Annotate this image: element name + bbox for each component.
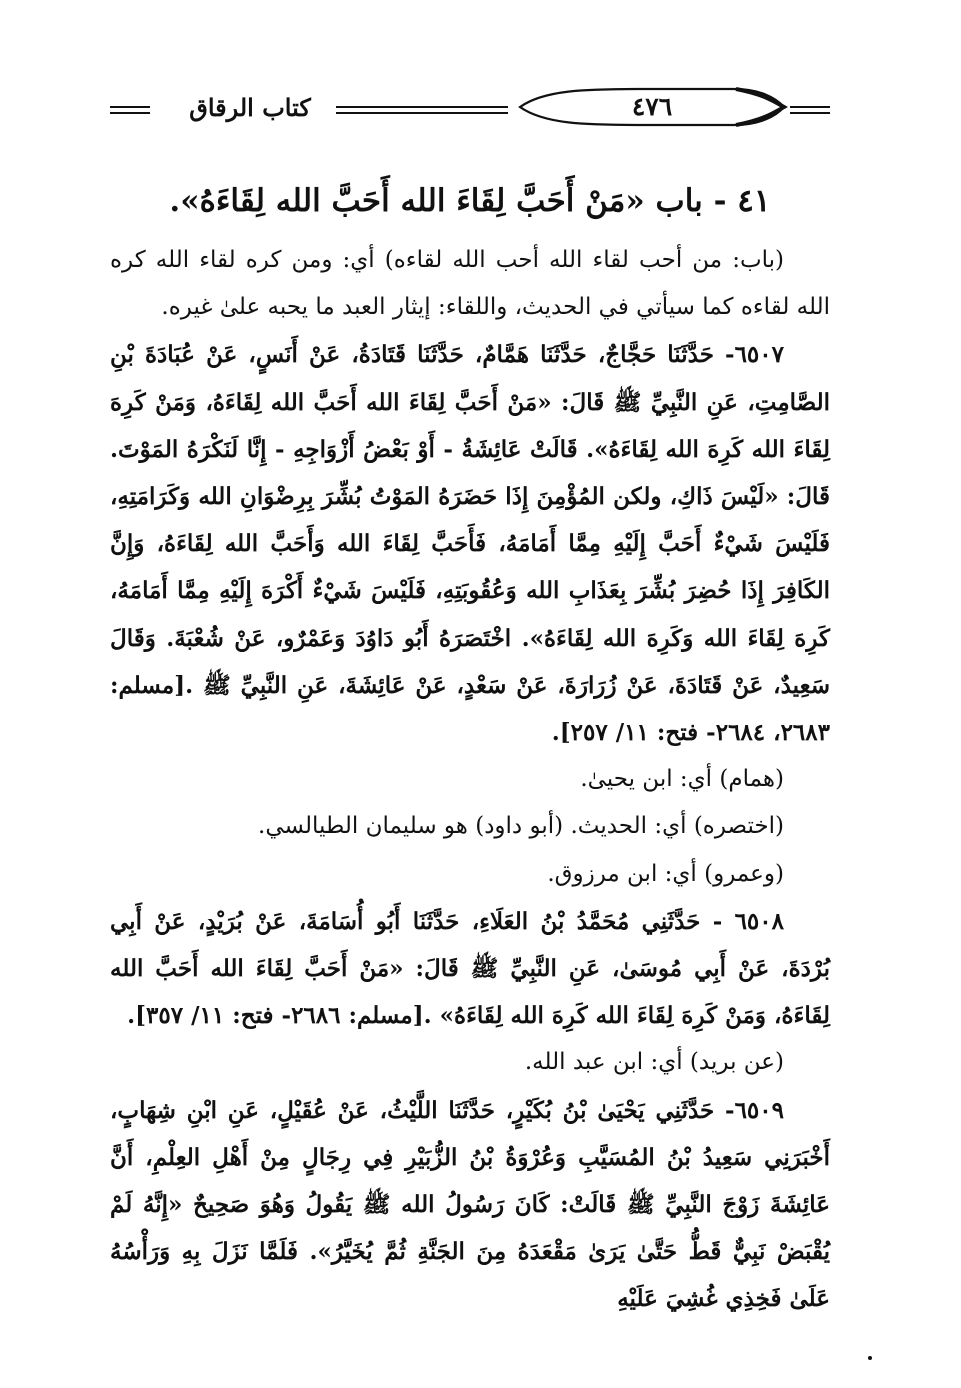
- header-rule-middle: [336, 106, 508, 114]
- chapter-heading: ٤١ - باب «مَنْ أَحَبَّ لِقَاءَ الله أَحَبَّ الله لِقَاءَهُ».: [169, 183, 771, 219]
- printing-speck: [868, 1356, 872, 1360]
- commentary-paragraph: (اختصره) أي: الحديث. (أبو داود) هو سليمان الطيالسي.: [258, 813, 784, 840]
- page-body: [110, 175, 830, 1323]
- commentary-paragraph: (عن بريد) أي: ابن عبد الله.: [524, 1049, 784, 1076]
- book-title: كتاب الرقاق: [189, 93, 311, 122]
- header-rule-left: [110, 106, 150, 114]
- commentary-paragraph: (همام) أي: ابن يحيىٰ.: [580, 766, 784, 793]
- hadith-paragraph: ٦٥٠٩- حَدَّثَنِي يَحْيَىٰ بْنُ بُكَيْرٍ، حَدَّثَنَا اللَّيْثُ، عَنْ عُقَيْلٍ، عَنِ ابْنِ شِهَابٍ، أَخْبَرَنِي سَعِيدُ بْنُ المُسَيَّبِ وَعُرْوَةُ بْنُ الزُّبَيْرِ فِي رِجَالٍ مِنْ أَهْلِ العِلْمِ، أَنَّ عَائِشَةَ زَوْجَ النَّبِيِّ ﷺ قَالَتْ: كَانَ رَسُولُ الله ﷺ يَقُولُ وَهُوَ صَحِيحٌ «إِنَّهُ لَمْ يُقْبَضْ نَبِيٌّ قَطُّ حَتَّىٰ يَرَىٰ مَقْعَدَهُ مِنَ الجَنَّةِ ثُمَّ يُخَيَّرُ». فَلَمَّا نَزَلَ بِهِ وَرَأْسُهُ عَلَىٰ فَخِذِي غُشِيَ عَلَيْهِ: [110, 1096, 830, 1313]
- hadith-paragraph: ٦٥٠٧- حَدَّثَنَا حَجَّاجٌ، حَدَّثَنَا هَمَّامٌ، حَدَّثَنَا قَتَادَةُ، عَنْ أَنَسٍ، عَنْ عُبَادَةَ بْنِ الصَّامِتِ، عَنِ النَّبِيِّ ﷺ قَالَ: «مَنْ أَحَبَّ لِقَاءَ الله أَحَبَّ الله لِقَاءَهُ، وَمَنْ كَرِهَ لِقَاءَ الله كَرِهَ الله لِقَاءَهُ». قَالَتْ عَائِشَةُ - أَوْ بَعْضُ أَزْوَاجِهِ - إِنَّا لَنَكْرَهُ المَوْتَ. قَالَ: «لَيْسَ ذَاكِ، ولكن المُؤْمِنَ إِذَا حَضَرَهُ المَوْتُ بُشِّرَ بِرِضْوَانِ الله وَكَرَامَتِهِ، فَلَيْسَ شَيْءٌ أَحَبَّ إِلَيْهِ مِمَّا أَمَامَهُ، فَأَحَبَّ لِقَاءَ الله وَأَحَبَّ الله لِقَاءَهُ، وَإِنَّ الكَافِرَ إِذَا حُضِرَ بُشِّرَ بِعَذَابِ الله وَعُقُوبَتِهِ، فَلَيْسَ شَيْءٌ أَكْرَهَ إِلَيْهِ مِمَّا أَمَامَهُ، كَرِهَ لِقَاءَ الله وَكَرِهَ الله لِقَاءَهُ». اخْتَصَرَهُ أَبُو دَاوُدَ وَعَمْرٌو، عَنْ شُعْبَةَ. وَقَالَ سَعِيدٌ، عَنْ قَتَادَةَ، عَنْ زُرَارَةَ، عَنْ سَعْدٍ، عَنْ عَائِشَةَ، عَنِ النَّبِيِّ ﷺ .[مسلم: ٢٦٨٣، ٢٦٨٤- فتح: ١١/ ٢٥٧].: [110, 341, 830, 747]
- running-header: [110, 92, 830, 140]
- page-number-cartouche: [514, 86, 790, 128]
- commentary-paragraph: (وعمرو) أي: ابن مرزوق.: [547, 860, 784, 887]
- page-number: ٤٧٦: [631, 92, 673, 121]
- commentary-paragraph: (باب: من أحب لقاء الله أحب الله لقاءه) أي: ومن كره لقاء الله كره الله لقاءه كما سيأتي في الحديث، واللقاء: إيثار العبد ما يحبه علىٰ غيره.: [110, 247, 830, 321]
- hadith-paragraph: ٦٥٠٨ - حَدَّثَنِي مُحَمَّدُ بْنُ العَلَاءِ، حَدَّثَنَا أَبُو أُسَامَةَ، عَنْ بُرَيْدٍ، عَنْ أَبِي بُرْدَةَ، عَنْ أَبِي مُوسَىٰ، عَنِ النَّبِيِّ ﷺ قَالَ: «مَنْ أَحَبَّ لِقَاءَ الله أَحَبَّ الله لِقَاءَهُ، وَمَنْ كَرِهَ لِقَاءَ الله كَرِهَ الله لِقَاءَهُ» .[مسلم: ٢٦٨٦- فتح: ١١/ ٣٥٧].: [110, 907, 830, 1030]
- header-rule-right: [790, 106, 830, 114]
